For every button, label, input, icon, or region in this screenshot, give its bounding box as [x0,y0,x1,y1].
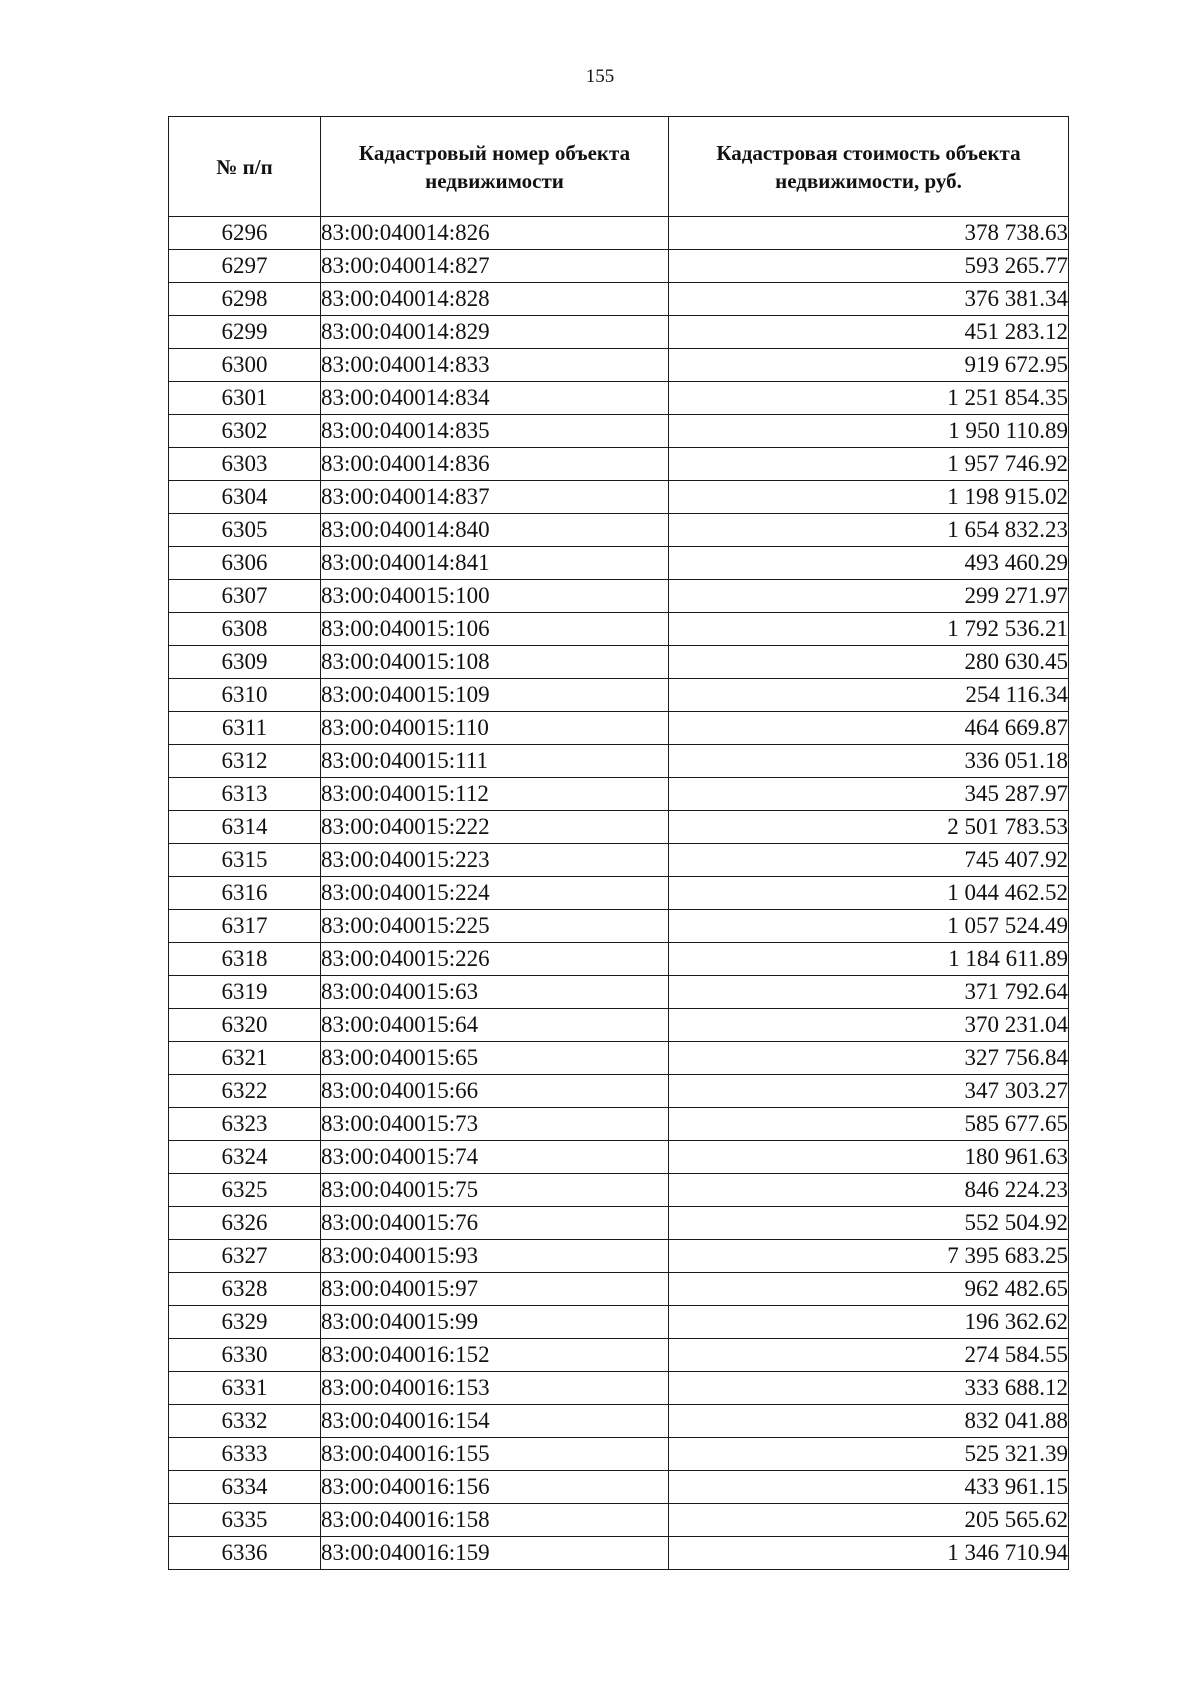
row-number-cell: 6301 [169,382,321,415]
cadastral-value-cell: 593 265.77 [669,250,1069,283]
table-row [169,646,1069,679]
table-row [169,943,1069,976]
row-number-cell: 6318 [169,943,321,976]
cadastral-value-cell: 464 669.87 [669,712,1069,745]
row-number-cell: 6315 [169,844,321,877]
row-number-cell: 6302 [169,415,321,448]
table-row [169,1108,1069,1141]
cadastral-value-cell: 376 381.34 [669,283,1069,316]
table-row [169,448,1069,481]
table-row [169,547,1069,580]
cadastral-value-cell: 525 321.39 [669,1438,1069,1471]
cadastral-number-cell: 83:00:040015:65 [321,1042,669,1075]
table-row [169,1504,1069,1537]
table-row [169,1141,1069,1174]
cadastral-number-cell: 83:00:040016:158 [321,1504,669,1537]
table-row [169,514,1069,547]
cadastral-number-cell: 83:00:040015:63 [321,976,669,1009]
cadastral-number-cell: 83:00:040014:826 [321,217,669,250]
row-number-cell: 6296 [169,217,321,250]
row-number-cell: 6310 [169,679,321,712]
cadastral-value-cell: 254 116.34 [669,679,1069,712]
cadastral-number-cell: 83:00:040015:75 [321,1174,669,1207]
row-number-cell: 6297 [169,250,321,283]
row-number-cell: 6328 [169,1273,321,1306]
cadastral-number-cell: 83:00:040015:223 [321,844,669,877]
cadastral-value-cell: 1 251 854.35 [669,382,1069,415]
row-number-cell: 6308 [169,613,321,646]
table-row [169,712,1069,745]
table-row [169,283,1069,316]
cadastral-value-cell: 1 792 536.21 [669,613,1069,646]
cadastral-value-cell: 205 565.62 [669,1504,1069,1537]
cadastral-number-cell: 83:00:040016:153 [321,1372,669,1405]
table-row [169,1009,1069,1042]
cadastral-value-cell: 371 792.64 [669,976,1069,1009]
header-cadastral-number-line2: недвижимости [425,168,564,193]
cadastral-number-cell: 83:00:040016:155 [321,1438,669,1471]
table-row [169,1075,1069,1108]
table-row [169,481,1069,514]
table-row [169,250,1069,283]
cadastral-number-cell: 83:00:040015:112 [321,778,669,811]
table-row [169,1273,1069,1306]
row-number-cell: 6332 [169,1405,321,1438]
cadastral-number-cell: 83:00:040015:93 [321,1240,669,1273]
cadastral-value-cell: 1 654 832.23 [669,514,1069,547]
cadastral-value-cell: 333 688.12 [669,1372,1069,1405]
cadastral-value-cell: 552 504.92 [669,1207,1069,1240]
cadastral-value-cell: 345 287.97 [669,778,1069,811]
table-row [169,613,1069,646]
cadastral-number-cell: 83:00:040015:222 [321,811,669,844]
cadastral-number-cell: 83:00:040014:827 [321,250,669,283]
cadastral-value-cell: 433 961.15 [669,1471,1069,1504]
row-number-cell: 6304 [169,481,321,514]
cadastral-value-cell: 7 395 683.25 [669,1240,1069,1273]
row-number-cell: 6330 [169,1339,321,1372]
header-cadastral-value-line1: Кадастровая стоимость объекта [716,140,1021,165]
cadastral-number-cell: 83:00:040014:840 [321,514,669,547]
cadastral-value-cell: 1 198 915.02 [669,481,1069,514]
table-row [169,1438,1069,1471]
row-number-cell: 6305 [169,514,321,547]
cadastral-number-cell: 83:00:040015:64 [321,1009,669,1042]
row-number-cell: 6311 [169,712,321,745]
table-row [169,745,1069,778]
cadastral-number-cell: 83:00:040016:152 [321,1339,669,1372]
cadastral-number-cell: 83:00:040015:76 [321,1207,669,1240]
table-row [169,1240,1069,1273]
table-header [169,117,1069,217]
table-row [169,844,1069,877]
cadastral-value-cell: 1 044 462.52 [669,877,1069,910]
cadastral-number-cell: 83:00:040014:841 [321,547,669,580]
cadastral-number-cell: 83:00:040016:159 [321,1537,669,1570]
cadastral-value-cell: 299 271.97 [669,580,1069,613]
cadastral-value-cell: 451 283.12 [669,316,1069,349]
cadastral-value-cell: 336 051.18 [669,745,1069,778]
cadastral-number-cell: 83:00:040015:111 [321,745,669,778]
row-number-cell: 6323 [169,1108,321,1141]
table-header-row [169,117,1069,217]
cadastral-value-cell: 1 346 710.94 [669,1537,1069,1570]
cadastral-number-cell: 83:00:040014:828 [321,283,669,316]
cadastral-number-cell: 83:00:040016:156 [321,1471,669,1504]
row-number-cell: 6317 [169,910,321,943]
row-number-cell: 6324 [169,1141,321,1174]
cadastral-number-cell: 83:00:040015:226 [321,943,669,976]
table-row [169,976,1069,1009]
cadastral-number-cell: 83:00:040015:109 [321,679,669,712]
cadastral-value-cell: 1 957 746.92 [669,448,1069,481]
header-cadastral-value [669,117,1069,217]
table-row [169,316,1069,349]
cadastral-value-cell: 832 041.88 [669,1405,1069,1438]
cadastral-number-cell: 83:00:040015:224 [321,877,669,910]
row-number-cell: 6299 [169,316,321,349]
row-number-cell: 6326 [169,1207,321,1240]
cadastral-value-cell: 1 184 611.89 [669,943,1069,976]
table-row [169,1306,1069,1339]
table-row [169,778,1069,811]
row-number-cell: 6333 [169,1438,321,1471]
cadastral-value-cell: 180 961.63 [669,1141,1069,1174]
cadastral-value-cell: 274 584.55 [669,1339,1069,1372]
row-number-cell: 6306 [169,547,321,580]
row-number-cell: 6300 [169,349,321,382]
table-row [169,1405,1069,1438]
cadastral-number-cell: 83:00:040014:836 [321,448,669,481]
cadastral-number-cell: 83:00:040014:834 [321,382,669,415]
cadastral-number-cell: 83:00:040015:73 [321,1108,669,1141]
table-row [169,382,1069,415]
table-row [169,415,1069,448]
row-number-cell: 6331 [169,1372,321,1405]
cadastral-number-cell: 83:00:040016:154 [321,1405,669,1438]
header-cadastral-number-line1: Кадастровый номер объекта [358,140,631,165]
table-row [169,1372,1069,1405]
cadastral-number-cell: 83:00:040015:106 [321,613,669,646]
row-number-cell: 6319 [169,976,321,1009]
header-row-number [169,117,321,217]
table-row [169,217,1069,250]
cadastral-value-cell: 493 460.29 [669,547,1069,580]
row-number-cell: 6329 [169,1306,321,1339]
cadastral-value-cell: 745 407.92 [669,844,1069,877]
cadastral-value-cell: 378 738.63 [669,217,1069,250]
cadastral-value-cell: 370 231.04 [669,1009,1069,1042]
row-number-cell: 6316 [169,877,321,910]
row-number-cell: 6314 [169,811,321,844]
row-number-cell: 6335 [169,1504,321,1537]
table-body [169,217,1069,1570]
cadastral-number-cell: 83:00:040015:74 [321,1141,669,1174]
row-number-cell: 6313 [169,778,321,811]
row-number-cell: 6307 [169,580,321,613]
table-row [169,1537,1069,1570]
cadastral-number-cell: 83:00:040015:100 [321,580,669,613]
cadastral-value-cell: 585 677.65 [669,1108,1069,1141]
cadastral-value-cell: 962 482.65 [669,1273,1069,1306]
row-number-cell: 6309 [169,646,321,679]
table-row [169,580,1069,613]
cadastral-value-cell: 327 756.84 [669,1042,1069,1075]
row-number-cell: 6320 [169,1009,321,1042]
cadastral-number-cell: 83:00:040015:225 [321,910,669,943]
table-row [169,1207,1069,1240]
cadastral-number-cell: 83:00:040014:837 [321,481,669,514]
row-number-cell: 6303 [169,448,321,481]
table-row [169,811,1069,844]
cadastral-value-cell: 1 057 524.49 [669,910,1069,943]
table-row [169,910,1069,943]
cadastral-value-cell: 196 362.62 [669,1306,1069,1339]
cadastral-number-cell: 83:00:040014:833 [321,349,669,382]
cadastral-value-cell: 1 950 110.89 [669,415,1069,448]
table-row [169,877,1069,910]
row-number-cell: 6334 [169,1471,321,1504]
cadastral-number-cell: 83:00:040015:108 [321,646,669,679]
table-row [169,679,1069,712]
cadastral-number-cell: 83:00:040015:97 [321,1273,669,1306]
table-row [169,1174,1069,1207]
cadastral-number-cell: 83:00:040015:99 [321,1306,669,1339]
row-number-cell: 6327 [169,1240,321,1273]
cadastral-number-cell: 83:00:040014:829 [321,316,669,349]
row-number-cell: 6322 [169,1075,321,1108]
table-row [169,1471,1069,1504]
row-number-cell: 6312 [169,745,321,778]
cadastral-value-table [168,116,1069,1570]
cadastral-number-cell: 83:00:040015:110 [321,712,669,745]
row-number-cell: 6336 [169,1537,321,1570]
cadastral-value-cell: 846 224.23 [669,1174,1069,1207]
cadastral-value-cell: 919 672.95 [669,349,1069,382]
row-number-cell: 6321 [169,1042,321,1075]
page-number: 155 [585,66,615,87]
table-row [169,1042,1069,1075]
cadastral-value-cell: 280 630.45 [669,646,1069,679]
cadastral-number-cell: 83:00:040014:835 [321,415,669,448]
table-row [169,1339,1069,1372]
header-cadastral-value-line2: недвижимости, руб. [775,168,962,193]
cadastral-value-cell: 347 303.27 [669,1075,1069,1108]
row-number-cell: 6298 [169,283,321,316]
row-number-cell: 6325 [169,1174,321,1207]
table-row [169,349,1069,382]
cadastral-value-cell: 2 501 783.53 [669,811,1069,844]
cadastral-number-cell: 83:00:040015:66 [321,1075,669,1108]
header-row-number-label: № п/п [216,154,273,179]
header-cadastral-number [321,117,669,217]
